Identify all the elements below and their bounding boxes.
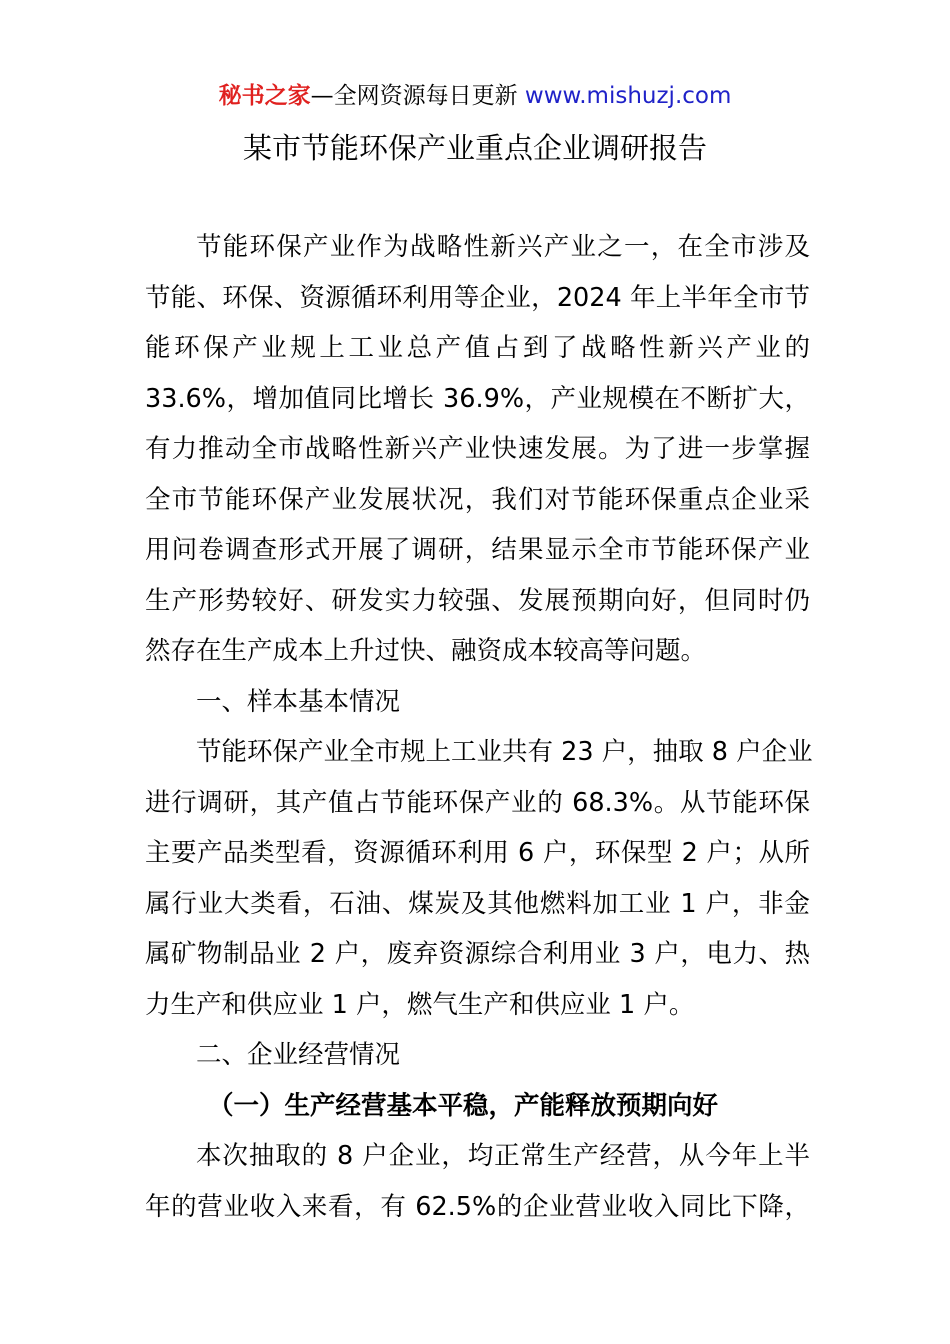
- paragraph-line: 有力推动全市战略性新兴产业快速发展。为了进一步掌握: [145, 434, 810, 464]
- paragraph-line: 33.6%，增加值同比增长 36.9%，产业规模在不断扩大，: [145, 383, 810, 414]
- document-body: [145, 222, 813, 1232]
- section-heading: 二、企业经营情况: [196, 1040, 401, 1070]
- paragraph-line: 力生产和供应业 1 户，燃气生产和供应业 1 户。: [145, 989, 695, 1020]
- paragraph-line: 年的营业收入来看，有 62.5%的企业营业收入同比下降，: [145, 1191, 810, 1222]
- paragraph-line: 属矿物制品业 2 户，废弃资源综合利用业 3 户，电力、热: [145, 939, 810, 969]
- paragraph-line: 节能、环保、资源循环利用等企业，2024 年上半年全市节: [145, 282, 810, 313]
- paragraph-line: 能环保产业规上工业总产值占到了战略性新兴产业的: [145, 333, 810, 363]
- paragraph-line: 主要产品类型看，资源循环利用 6 户，环保型 2 户；从所: [145, 838, 810, 868]
- paragraph-line: 属行业大类看，石油、煤炭及其他燃料加工业 1 户，非金: [145, 888, 810, 919]
- paragraph-line: 节能环保产业全市规上工业共有 23 户，抽取 8 户企业: [196, 737, 813, 767]
- banner-tagline: —全网资源每日更新: [310, 83, 518, 109]
- site-url[interactable]: www.mishuzj.com: [524, 83, 732, 109]
- document-title: 某市节能环保产业重点企业调研报告: [242, 131, 707, 165]
- paragraph-line: 生产形势较好、研发实力较强、发展预期向好，但同时仍: [145, 585, 810, 616]
- paragraph-line: 然存在生产成本上升过快、融资成本较高等问题。: [145, 636, 707, 666]
- paragraph-line: 用问卷调查形式开展了调研，结果显示全市节能环保产业: [145, 535, 810, 565]
- paragraph-line: 进行调研，其产值占节能环保产业的 68.3%。从节能环保: [145, 787, 810, 818]
- paragraph-line: 本次抽取的 8 户企业，均正常生产经营，从今年上半: [196, 1141, 810, 1171]
- section-heading: 一、样本基本情况: [196, 686, 401, 717]
- brand-name: 秘书之家: [218, 83, 311, 109]
- paragraph-line: 全市节能环保产业发展状况，我们对节能环保重点企业采: [145, 484, 810, 515]
- sub-section-heading: （一）生产经营基本平稳，产能释放预期向好: [208, 1090, 719, 1121]
- site-banner: [0, 80, 950, 112]
- paragraph-line: 节能环保产业作为战略性新兴产业之一，在全市涉及: [196, 232, 810, 262]
